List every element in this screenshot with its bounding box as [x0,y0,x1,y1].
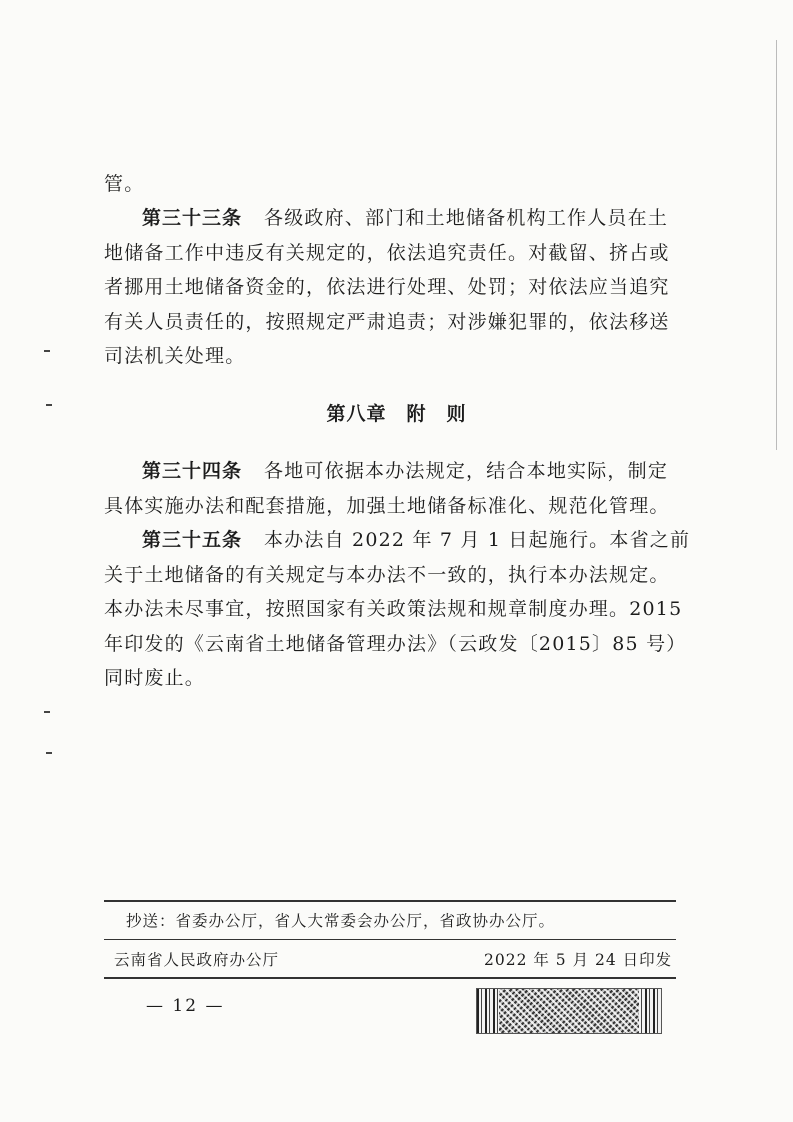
scan-mark [44,711,50,713]
issue-date: 2022 年 5 月 24 日印发 [484,951,673,969]
article-35-line-1: 第三十五条 本办法自 2022 年 7 月 1 日起施行。本省之前 [142,529,691,551]
cc-line: 抄送：省委办公厅，省人大常委会办公厅，省政协办公厅。 [126,912,556,930]
article-33-line-4: 有关人员责任的，按照规定严肃追责；对涉嫌犯罪的，依法移送 [104,310,670,333]
article-35-title: 第三十五条 [142,529,243,551]
article-34-line-2: 具体实施办法和配套措施，加强土地储备标准化、规范化管理。 [104,494,670,517]
article-35 [104,523,691,696]
article-34-title: 第三十四条 [142,460,243,482]
barcode-image [476,988,662,1034]
barcode-pattern [499,989,639,1033]
article-35-line-2: 关于土地储备的有关规定与本办法不一致的，执行本办法规定。 [104,563,670,586]
article-33-line-2: 地储备工作中违反有关规定的，依法追究责任。对截留、挤占或 [104,241,670,264]
article-33-line-1: 第三十三条 各级政府、部门和土地储备机构工作人员在土 [142,207,669,229]
article-33-title: 第三十三条 [142,207,243,229]
chapter-heading: 第八章 附 则 [326,403,467,425]
article-35-line-3: 本办法未尽事宜，按照国家有关政策法规和规章制度办理。2015 [104,598,683,620]
article-35-line-5: 同时废止。 [104,667,206,689]
article-33-line-5: 司法机关处理。 [104,345,246,367]
scan-mark [44,350,50,352]
article-34-line-1: 第三十四条 各地可依据本办法规定，结合本地实际，制定 [142,460,669,482]
scan-edge-line [776,40,777,450]
article-34 [104,454,684,523]
issuer-name: 云南省人民政府办公厅 [114,951,280,969]
scan-mark [46,752,52,754]
footer-rule-top [104,900,676,902]
article-33-line-3: 者挪用土地储备资金的，依法进行处理、处罚；对依法应当追究 [104,276,670,298]
article-35-line-4: 年印发的《云南省土地储备管理办法》（云政发〔2015〕85 号） [104,632,687,655]
article-33 [104,201,684,374]
page-number: — 12 — [146,996,225,1016]
footer-rule-bottom [104,977,676,979]
footer-rule-middle [104,939,676,940]
carry-over-text: 管。 [104,173,145,195]
